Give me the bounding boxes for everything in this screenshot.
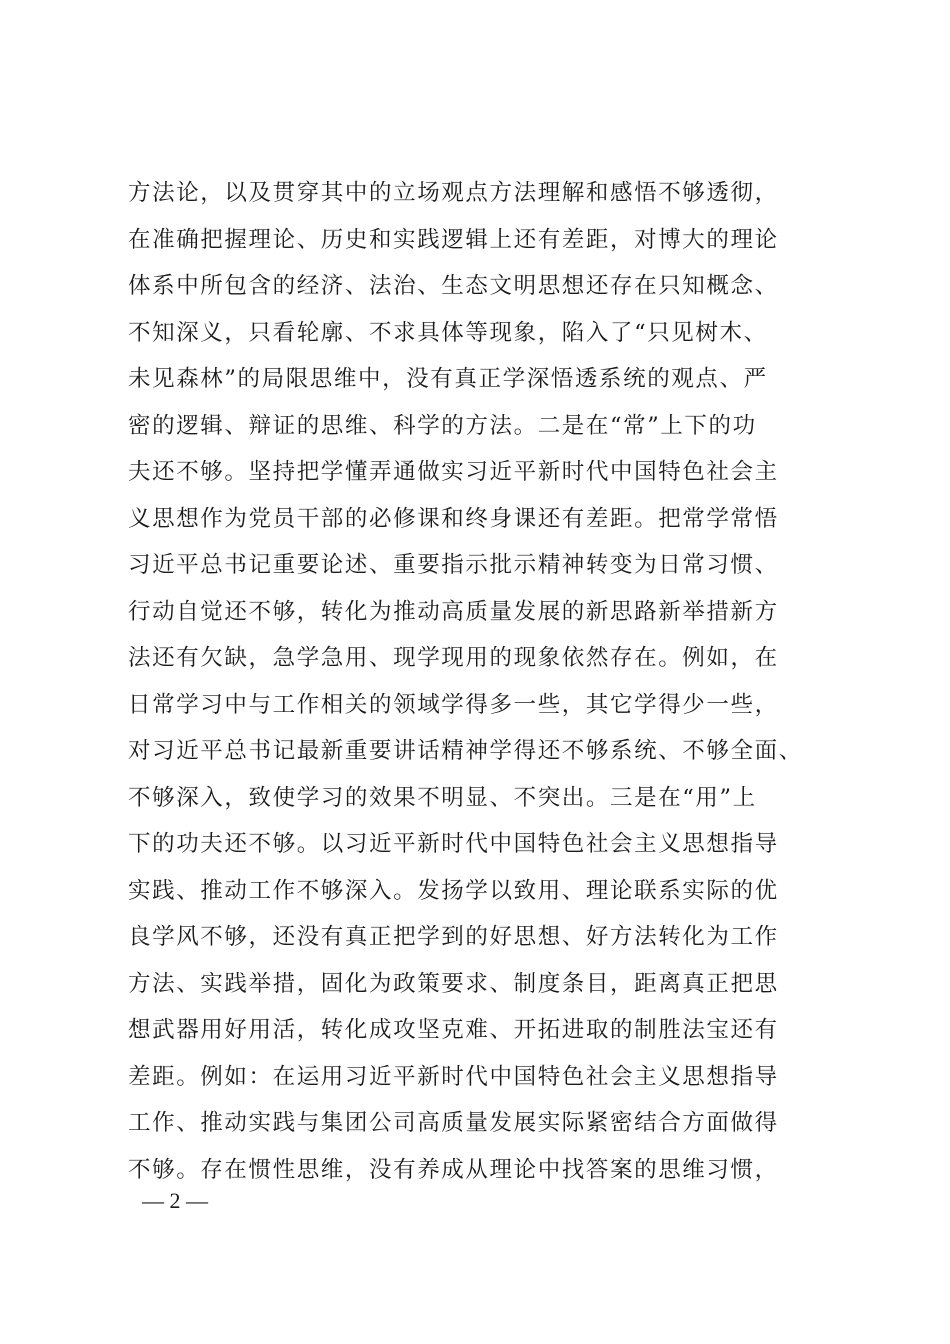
text-line: 对习近平总书记最新重要讲话精神学得还不够系统、不够全面、 <box>128 738 803 764</box>
text-line: 法还有欠缺，急学急用、现学现用的现象依然存在。例如，在 <box>128 645 779 671</box>
text-line: 密的逻辑、辩证的思维、科学的方法。二是在“常”上下的功 <box>128 412 757 439</box>
text-line: 不知深义，只看轮廓、不求具体等现象，陷入了“只见树木、 <box>128 319 768 346</box>
text-line: 在准确把握理论、历史和实践逻辑上还有差距，对博大的理论 <box>128 226 779 253</box>
text-line: 不够。存在惯性思维，没有养成从理论中找答案的思维习惯， <box>128 1156 779 1183</box>
text-line: 未见森林”的局限思维中，没有真正学深悟透系统的观点、严 <box>128 366 768 392</box>
body-text <box>128 170 848 1193</box>
text-line: 不够深入，致使学习的效果不明显、不突出。三是在“用”上 <box>128 784 757 811</box>
text-line: 方法论，以及贯穿其中的立场观点方法理解和感悟不够透彻， <box>128 180 779 206</box>
text-line: 差距。例如：在运用习近平新时代中国特色社会主义思想指导 <box>128 1063 779 1090</box>
text-line: 习近平总书记重要论述、重要指示批示精神转变为日常习惯、 <box>128 552 779 578</box>
text-line: 工作、推动实践与集团公司高质量发展实际紧密结合方面做得 <box>128 1110 779 1136</box>
text-line: 下的功夫还不够。以习近平新时代中国特色社会主义思想指导 <box>128 831 779 857</box>
text-line: 体系中所包含的经济、法治、生态文明思想还存在只知概念、 <box>128 273 779 299</box>
text-line: 实践、推动工作不够深入。发扬学以致用、理论联系实际的优 <box>128 877 779 904</box>
text-line: 日常学习中与工作相关的领域学得多一些，其它学得少一些， <box>128 691 779 718</box>
page-number: — 2 — <box>142 1188 208 1213</box>
text-line: 方法、实践举措，固化为政策要求、制度条目，距离真正把思 <box>128 970 779 997</box>
text-line: 想武器用好用活，转化成攻坚克难、开拓进取的制胜法宝还有 <box>128 1017 779 1043</box>
text-line: 夫还不够。坚持把学懂弄通做实习近平新时代中国特色社会主 <box>128 459 779 485</box>
text-line: 行动自觉还不够，转化为推动高质量发展的新思路新举措新方 <box>128 598 779 625</box>
text-line: 义思想作为党员干部的必修课和终身课还有差距。把常学常悟 <box>128 505 779 532</box>
text-line: 良学风不够，还没有真正把学到的好思想、好方法转化为工作 <box>128 924 779 950</box>
